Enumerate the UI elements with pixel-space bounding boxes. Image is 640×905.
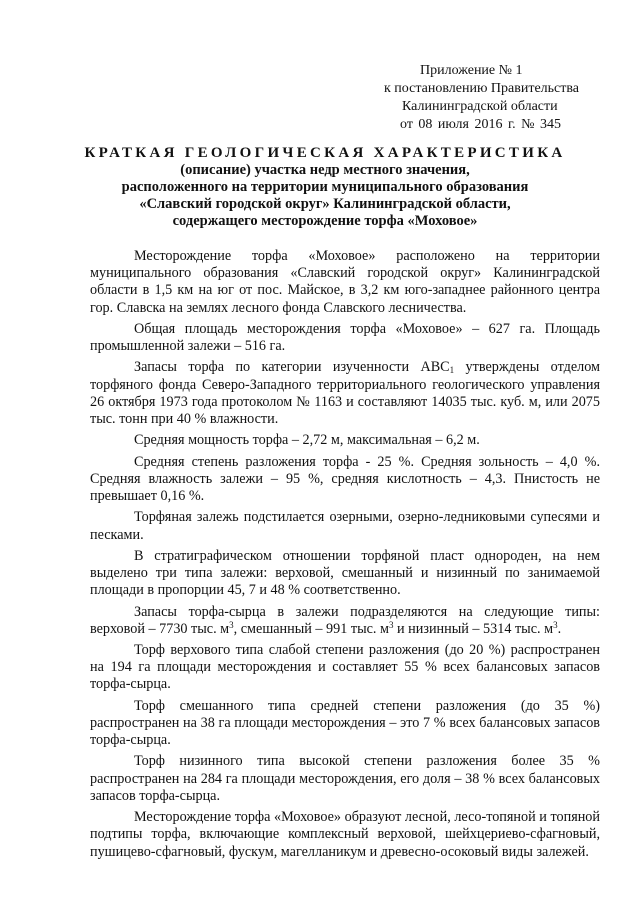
title-heading: КРАТКАЯ ГЕОЛОГИЧЕСКАЯ ХАРАКТЕРИСТИКА	[84, 145, 566, 161]
paragraph-lowland-type: Торф низинного типа высокой степени разложения более 35 % распространен на 284 га площади месторождения, его доля – 38 % всех балансовых запасов торфа-сырца.	[90, 753, 600, 804]
title-line-3: «Славский городской округ» Калининградской области,	[139, 196, 511, 212]
title-line-1: (описание) участка недр местного значения,	[180, 162, 470, 178]
paragraph-location: Месторождение торфа «Моховое» расположено на территории муниципального образования «Славский городской округ» Калининградской области в 1,5 км на юг от пос. Майское, в 3,2 км юго-западнее районного центра гор. Славска на землях лесного фонда Славского лесничества.	[90, 248, 600, 316]
appendix-line-3: Калининградской области	[402, 99, 558, 114]
appendix-line-4: от 08 июля 2016 г. № 345	[400, 117, 561, 132]
paragraph-upland-type: Торф верхового типа слабой степени разложения (до 20 %) распространен на 194 га площади месторождения и составляет 55 % всех балансовых запасов торфа-сырца.	[90, 642, 600, 693]
paragraph-mixed-type: Торф смешанного типа средней степени разложения (до 35 %) распространен на 38 га площади месторождения – это 7 % всех балансовых запасов торфа-сырца.	[90, 697, 600, 749]
raw-reserves-a: Запасы торфа-сырца в залежи подразделяются на следующие типы: верховой – 7730 тыс. м	[90, 603, 600, 637]
reserves-text-b: утверждены отделом торфяного фонда Северо-Западного территориального геологического управления 26 октября 1973 года протоколом № 1163 и составляют 14035 тыс. куб. м, или 2075 тыс. тонн при 40 % влажности.	[90, 359, 601, 428]
reserves-text-a: Запасы торфа по категории изученности АВС	[134, 359, 450, 376]
document-title	[60, 145, 590, 230]
title-line-4: содержащего месторождение торфа «Моховое»	[172, 213, 478, 229]
raw-reserves-b: , смешанный – 991 тыс. м	[233, 620, 389, 637]
document-body	[90, 248, 600, 865]
appendix-line-1: Приложение № 1	[420, 63, 523, 78]
paragraph-area: Общая площадь месторождения торфа «Моховое» – 627 га. Площадь промышленной залежи – 516 га.	[90, 320, 600, 355]
paragraph-underlying: Торфяная залежь подстилается озерными, озерно-ледниковыми супесями и песками.	[90, 509, 600, 543]
title-line-2: расположенного на территории муниципального образования	[121, 179, 529, 195]
paragraph-subtypes: Месторождение торфа «Моховое» образуют лесной, лесо-топяной и топяной подтипы торфа, включающие комплексный верховой, шейхцериево-сфагновый, пушицево-сфагновый, фускум, магелланикум и древесно-осоковый виды залежей.	[90, 809, 600, 860]
raw-reserves-c: и низинный – 5314 тыс. м	[393, 620, 554, 637]
paragraph-reserves	[90, 359, 600, 428]
appendix-header	[370, 62, 610, 134]
reserves-subscript: 1	[449, 365, 455, 376]
paragraph-properties: Средняя степень разложения торфа - 25 %. Средняя зольность – 4,0 %. Средняя влажность залежи – 95 %, средняя кислотность – 4,3. Пнистость не превышает 0,16 %.	[90, 453, 600, 505]
appendix-line-2: к постановлению Правительства	[384, 81, 580, 96]
paragraph-thickness: Средняя мощность торфа – 2,72 м, максимальная – 6,2 м.	[134, 432, 480, 449]
raw-reserves-sup-1: 3	[229, 619, 234, 630]
paragraph-stratigraphy: В стратиграфическом отношении торфяной пласт однороден, на нем выделено три типа залежи: верховой, смешанный и низинный по занимаемой площади в пропорции 45, 7 и 48 % соответственно.	[90, 547, 600, 599]
raw-reserves-d: .	[557, 620, 562, 637]
raw-reserves-sup-3: 3	[553, 619, 558, 630]
raw-reserves-sup-2: 3	[388, 619, 394, 630]
paragraph-raw-reserves	[90, 604, 600, 638]
